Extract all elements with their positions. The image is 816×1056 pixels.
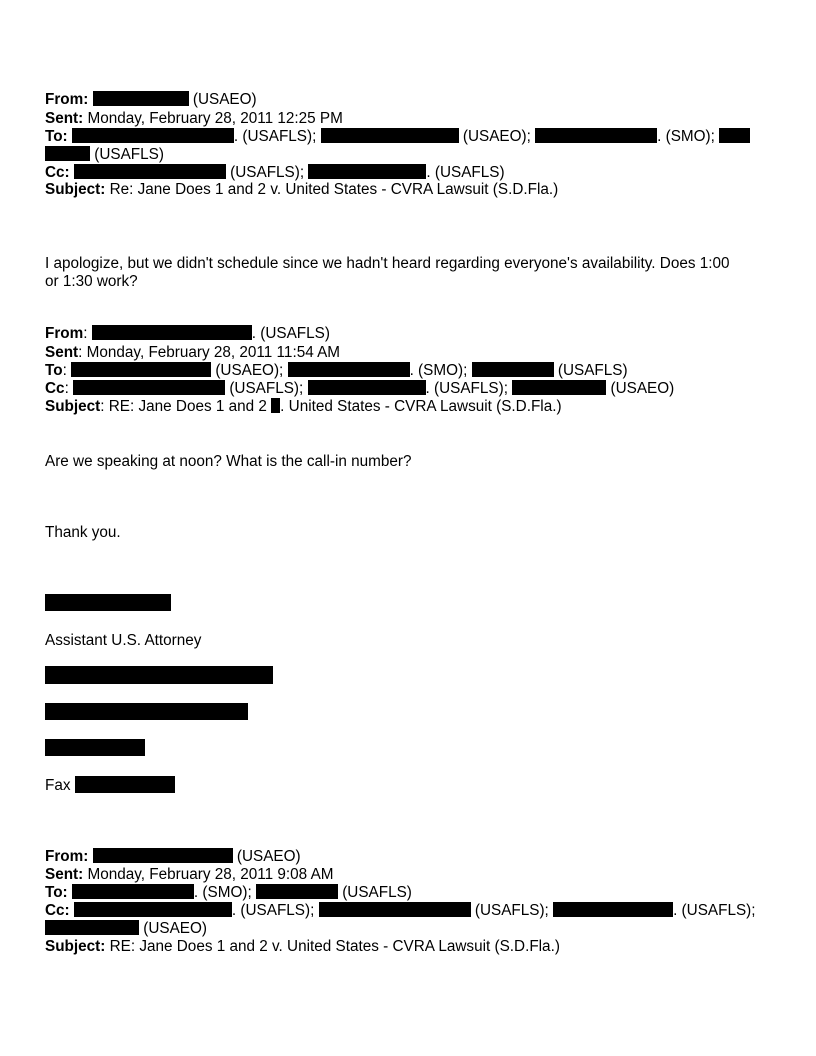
redaction — [45, 920, 139, 935]
to-label: To — [45, 362, 63, 379]
subject-label: Subject: — [45, 181, 106, 198]
redaction — [271, 398, 280, 413]
subject-value-continued: . United States - CVRA Lawsuit (S.D.Fla.) — [280, 398, 562, 415]
cc-recipient-text: (USAFLS); — [229, 380, 304, 397]
sent-value: Monday, February 28, 2011 12:25 PM — [87, 110, 343, 127]
redaction — [45, 666, 273, 684]
redaction — [472, 362, 554, 377]
sent-label: Sent: — [45, 110, 84, 127]
from-line — [45, 848, 301, 865]
cc-recipient-text: (USAFLS); — [474, 902, 549, 919]
signature-title: Assistant U.S. Attorney — [45, 632, 202, 649]
redaction — [553, 902, 673, 917]
cc-recipient-text: . (USAFLS) — [426, 164, 505, 181]
body-question: Are we speaking at noon? What is the call-in number? — [45, 453, 412, 470]
cc-line — [45, 902, 756, 919]
cc-label: Cc: — [45, 164, 70, 181]
redaction — [93, 91, 189, 106]
from-line: From: . (USAFLS) — [45, 325, 330, 342]
sent-line — [45, 110, 343, 127]
redaction — [73, 380, 225, 395]
redaction — [288, 362, 410, 377]
body-paragraph-continued: or 1:30 work? — [45, 273, 138, 290]
to-recipient-text: (USAFLS) — [342, 884, 412, 901]
from-suffix: (USAEO) — [192, 91, 257, 108]
to-line — [45, 128, 750, 145]
from-line — [45, 91, 257, 108]
redaction — [92, 325, 252, 340]
redaction — [72, 128, 234, 143]
from-label: From — [45, 325, 84, 342]
subject-value: Re: Jane Does 1 and 2 v. United States - CVRA Lawsuit (S.D.Fla.) — [109, 181, 559, 198]
redaction — [45, 594, 171, 611]
cc-label: Cc — [45, 380, 65, 397]
redaction — [74, 164, 226, 179]
from-suffix: . (USAFLS) — [251, 325, 330, 342]
subject-label: Subject — [45, 398, 101, 415]
redaction — [256, 884, 338, 899]
redaction — [74, 902, 232, 917]
sent-line: Sent: Monday, February 28, 2011 11:54 AM — [45, 344, 341, 361]
cc-line: Cc: (USAFLS); . (USAFLS); (USAEO) — [45, 380, 675, 397]
sent-label: Sent: — [45, 866, 84, 883]
to-line-continued — [45, 146, 164, 163]
subject-line: Subject: RE: Jane Does 1 and 2 . United States - CVRA Lawsuit (S.D.Fla.) — [45, 398, 562, 415]
redaction — [45, 146, 90, 161]
sent-label: Sent — [45, 344, 79, 361]
cc-recipient-text: (USAEO) — [143, 920, 207, 937]
body-paragraph: I apologize, but we didn't schedule since we hadn't heard regarding everyone's availability. Does 1:00 — [45, 255, 730, 272]
to-line — [45, 884, 412, 901]
cc-recipient-text: . (USAFLS); — [673, 902, 756, 919]
cc-line — [45, 164, 505, 181]
to-recipient-text: . (USAFLS); — [233, 128, 317, 145]
redaction — [719, 128, 750, 143]
body-thanks: Thank you. — [45, 524, 121, 541]
to-label: To: — [45, 884, 68, 901]
to-line: To: (USAEO); . (SMO); (USAFLS) — [45, 362, 628, 379]
to-recipient-text: . (SMO); — [657, 128, 715, 145]
redaction — [45, 703, 248, 720]
redaction — [512, 380, 606, 395]
subject-value: RE: Jane Does 1 and 2 — [108, 398, 267, 415]
to-recipient-text: (USAFLS) — [94, 146, 164, 163]
from-suffix: (USAEO) — [236, 848, 301, 865]
to-recipient-text: (USAEO); — [462, 128, 531, 145]
subject-line — [45, 938, 560, 955]
cc-label: Cc: — [45, 902, 70, 919]
subject-line — [45, 181, 558, 198]
sent-value: Monday, February 28, 2011 9:08 AM — [87, 866, 334, 883]
to-recipient-text: (USAFLS) — [557, 362, 628, 379]
redaction — [319, 902, 471, 917]
fax-label: Fax — [45, 777, 71, 794]
redaction — [71, 362, 211, 377]
redaction — [321, 128, 459, 143]
subject-value: RE: Jane Does 1 and 2 v. United States - CVRA Lawsuit (S.D.Fla.) — [109, 938, 560, 955]
subject-label: Subject: — [45, 938, 106, 955]
cc-recipient-text: (USAFLS); — [230, 164, 305, 181]
to-recipient-text: (USAEO); — [215, 362, 284, 379]
to-recipient-text: . (SMO); — [193, 884, 252, 901]
redaction — [45, 739, 145, 756]
sent-line — [45, 866, 334, 883]
from-label: From: — [45, 91, 89, 108]
redaction — [308, 380, 426, 395]
cc-line-continued — [45, 920, 207, 937]
fax-line — [45, 776, 175, 793]
redaction — [535, 128, 657, 143]
to-label: To: — [45, 128, 68, 145]
to-recipient-text: . (SMO); — [409, 362, 468, 379]
cc-recipient-text: . (USAFLS); — [425, 380, 508, 397]
cc-recipient-text: . (USAFLS); — [231, 902, 315, 919]
cc-recipient-text: (USAEO) — [610, 380, 675, 397]
sent-value: Monday, February 28, 2011 11:54 AM — [86, 344, 341, 361]
from-label: From: — [45, 848, 89, 865]
redaction — [75, 776, 175, 793]
redaction — [72, 884, 194, 899]
redaction — [308, 164, 426, 179]
redaction — [93, 848, 233, 863]
